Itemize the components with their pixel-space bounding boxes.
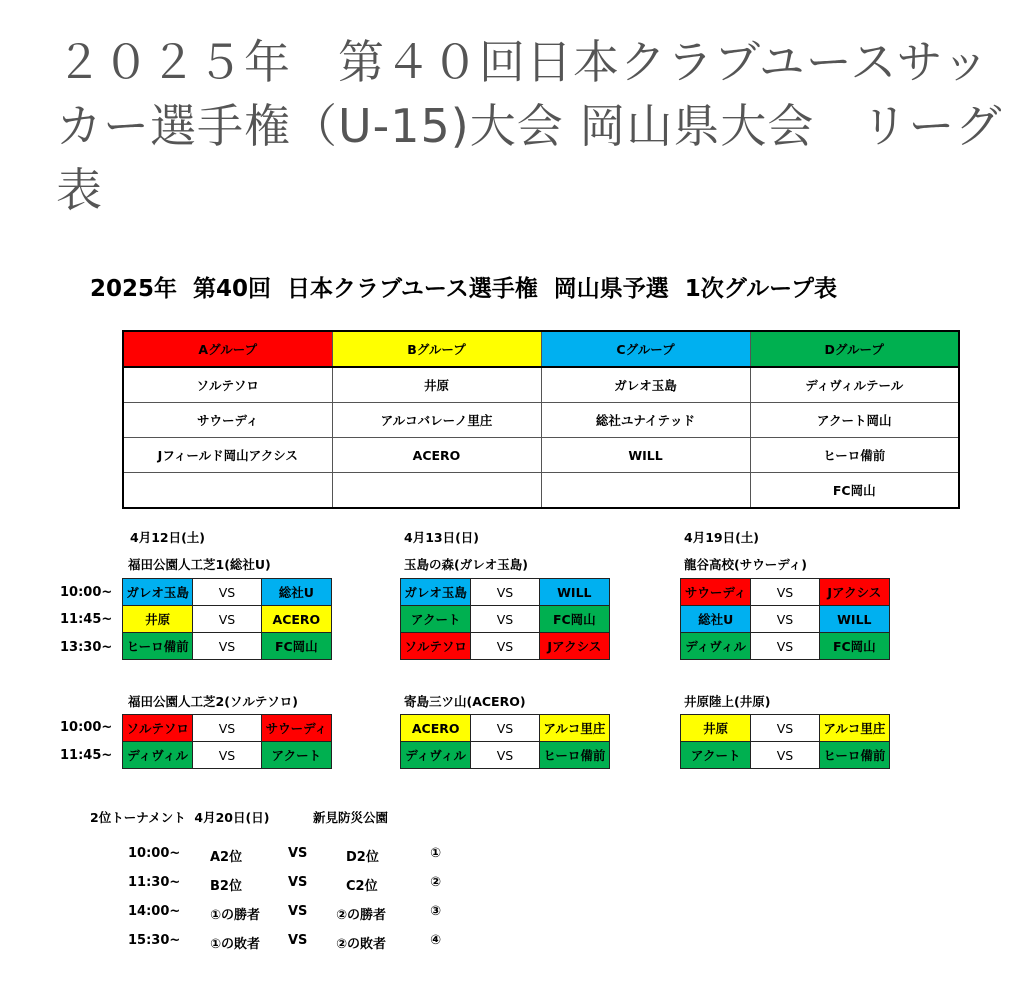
- vs-label: VS: [192, 742, 261, 768]
- home-team: ACERO: [401, 715, 470, 741]
- tournament-home: ①の敗者: [210, 937, 261, 952]
- home-team: ヒーロ備前: [123, 633, 192, 659]
- match-row: [122, 632, 332, 660]
- away-team: Jアクシス: [540, 633, 609, 659]
- team-cell: [332, 473, 541, 509]
- team-cell: アクート岡山: [750, 403, 959, 438]
- match-row: [122, 741, 332, 769]
- team-cell: 井原: [332, 367, 541, 403]
- away-team: FC岡山: [262, 633, 331, 659]
- away-team: WILL: [540, 579, 609, 605]
- kickoff-time: 11:45~: [60, 748, 113, 763]
- home-team: ソルテソロ: [401, 633, 470, 659]
- group-team-row: [123, 367, 959, 403]
- vs-label: VS: [750, 606, 819, 632]
- home-team: ディヴィル: [123, 742, 192, 768]
- team-cell: 総社ユナイテッド: [541, 403, 750, 438]
- team-cell: [123, 473, 332, 509]
- tournament-time: 11:30~: [128, 875, 181, 890]
- tournament-vs: VS: [288, 846, 308, 861]
- away-team: アルコ里庄: [540, 715, 609, 741]
- tournament-number: ②: [430, 875, 442, 890]
- tournament-time: 10:00~: [128, 846, 181, 861]
- group-team-row: [123, 403, 959, 438]
- document-subtitle: 2025年 第40回 日本クラブユース選手権 岡山県予選 1次グループ表: [90, 276, 837, 302]
- vs-label: VS: [470, 633, 539, 659]
- vs-label: VS: [192, 579, 261, 605]
- tournament-number: ③: [430, 904, 442, 919]
- kickoff-time: 13:30~: [60, 640, 113, 655]
- away-team: ACERO: [262, 606, 331, 632]
- tournament-time: 15:30~: [128, 933, 181, 948]
- page-title: ２０２５年 第４０回日本クラブユースサッカー選手権（U-15)大会 岡山県大会 リーグ表: [56, 35, 1003, 217]
- vs-label: VS: [750, 742, 819, 768]
- away-team: 総社U: [262, 579, 331, 605]
- match-row: [122, 605, 332, 633]
- kickoff-time: 11:45~: [60, 612, 113, 627]
- match-row: [400, 714, 610, 742]
- match-row: [680, 632, 890, 660]
- match-row: [680, 714, 890, 742]
- vs-label: VS: [750, 579, 819, 605]
- home-team: アクート: [401, 606, 470, 632]
- home-team: 井原: [681, 715, 750, 741]
- kickoff-time: 10:00~: [60, 720, 113, 735]
- group-header-row: [123, 331, 959, 367]
- match-row: [680, 605, 890, 633]
- team-cell: ソルテソロ: [123, 367, 332, 403]
- group-b-header: Bグループ: [332, 331, 541, 367]
- home-team: ディヴィル: [681, 633, 750, 659]
- venue-name: 龍谷高校(サウーディ): [684, 557, 807, 572]
- away-team: FC岡山: [540, 606, 609, 632]
- group-table: [122, 330, 960, 509]
- venue-name: 玉島の森(ガレオ玉島): [404, 557, 528, 572]
- match-row: [400, 741, 610, 769]
- home-team: 井原: [123, 606, 192, 632]
- vs-label: VS: [750, 633, 819, 659]
- match-row: [400, 578, 610, 606]
- away-team: ヒーロ備前: [540, 742, 609, 768]
- match-date: 4月13日(日): [404, 530, 480, 545]
- match-row: [400, 632, 610, 660]
- home-team: ガレオ玉島: [123, 579, 192, 605]
- venue-name: 福田公園人工芝1(総社U): [128, 557, 271, 572]
- team-cell: アルコバレーノ里庄: [332, 403, 541, 438]
- tournament-time: 14:00~: [128, 904, 181, 919]
- vs-label: VS: [192, 606, 261, 632]
- vs-label: VS: [470, 742, 539, 768]
- home-team: 総社U: [681, 606, 750, 632]
- tournament-away: C2位: [346, 879, 378, 894]
- tournament-vs: VS: [288, 875, 308, 890]
- away-team: アルコ里庄: [820, 715, 889, 741]
- match-row: [122, 578, 332, 606]
- team-cell: FC岡山: [750, 473, 959, 509]
- tournament-vs: VS: [288, 904, 308, 919]
- tournament-heading: 2位トーナメント 4月20日(日) 新見防災公園: [90, 810, 388, 825]
- vs-label: VS: [470, 715, 539, 741]
- team-cell: ACERO: [332, 438, 541, 473]
- away-team: サウーディ: [262, 715, 331, 741]
- tournament-home: A2位: [210, 850, 243, 865]
- vs-label: VS: [470, 606, 539, 632]
- venue-name: 福田公園人工芝2(ソルテソロ): [128, 694, 298, 709]
- match-date: 4月19日(土): [684, 530, 760, 545]
- team-cell: WILL: [541, 438, 750, 473]
- venue-name: 寄島三ツ山(ACERO): [404, 694, 526, 709]
- team-cell: ヒーロ備前: [750, 438, 959, 473]
- group-team-row: [123, 438, 959, 473]
- tournament-home: ①の勝者: [210, 908, 261, 923]
- match-row: [680, 741, 890, 769]
- vs-label: VS: [192, 715, 261, 741]
- tournament-away: D2位: [346, 850, 379, 865]
- away-team: Jアクシス: [820, 579, 889, 605]
- vs-label: VS: [192, 633, 261, 659]
- tournament-away: ②の敗者: [336, 937, 387, 952]
- home-team: ガレオ玉島: [401, 579, 470, 605]
- venue-name: 井原陸上(井原): [684, 694, 771, 709]
- match-row: [400, 605, 610, 633]
- away-team: アクート: [262, 742, 331, 768]
- team-cell: ディヴィルテール: [750, 367, 959, 403]
- home-team: ソルテソロ: [123, 715, 192, 741]
- team-cell: サウーディ: [123, 403, 332, 438]
- group-a-header: Aグループ: [123, 331, 332, 367]
- home-team: サウーディ: [681, 579, 750, 605]
- group-d-header: Dグループ: [750, 331, 959, 367]
- vs-label: VS: [750, 715, 819, 741]
- match-date: 4月12日(土): [130, 530, 206, 545]
- tournament-home: B2位: [210, 879, 242, 894]
- home-team: ディヴィル: [401, 742, 470, 768]
- vs-label: VS: [470, 579, 539, 605]
- kickoff-time: 10:00~: [60, 585, 113, 600]
- away-team: FC岡山: [820, 633, 889, 659]
- home-team: アクート: [681, 742, 750, 768]
- tournament-number: ④: [430, 933, 442, 948]
- tournament-vs: VS: [288, 933, 308, 948]
- tournament-number: ①: [430, 846, 442, 861]
- team-cell: [541, 473, 750, 509]
- team-cell: Jフィールド岡山アクシス: [123, 438, 332, 473]
- match-row: [680, 578, 890, 606]
- group-c-header: Cグループ: [541, 331, 750, 367]
- away-team: ヒーロ備前: [820, 742, 889, 768]
- away-team: WILL: [820, 606, 889, 632]
- match-row: [122, 714, 332, 742]
- tournament-away: ②の勝者: [336, 908, 387, 923]
- team-cell: ガレオ玉島: [541, 367, 750, 403]
- group-team-row: [123, 473, 959, 509]
